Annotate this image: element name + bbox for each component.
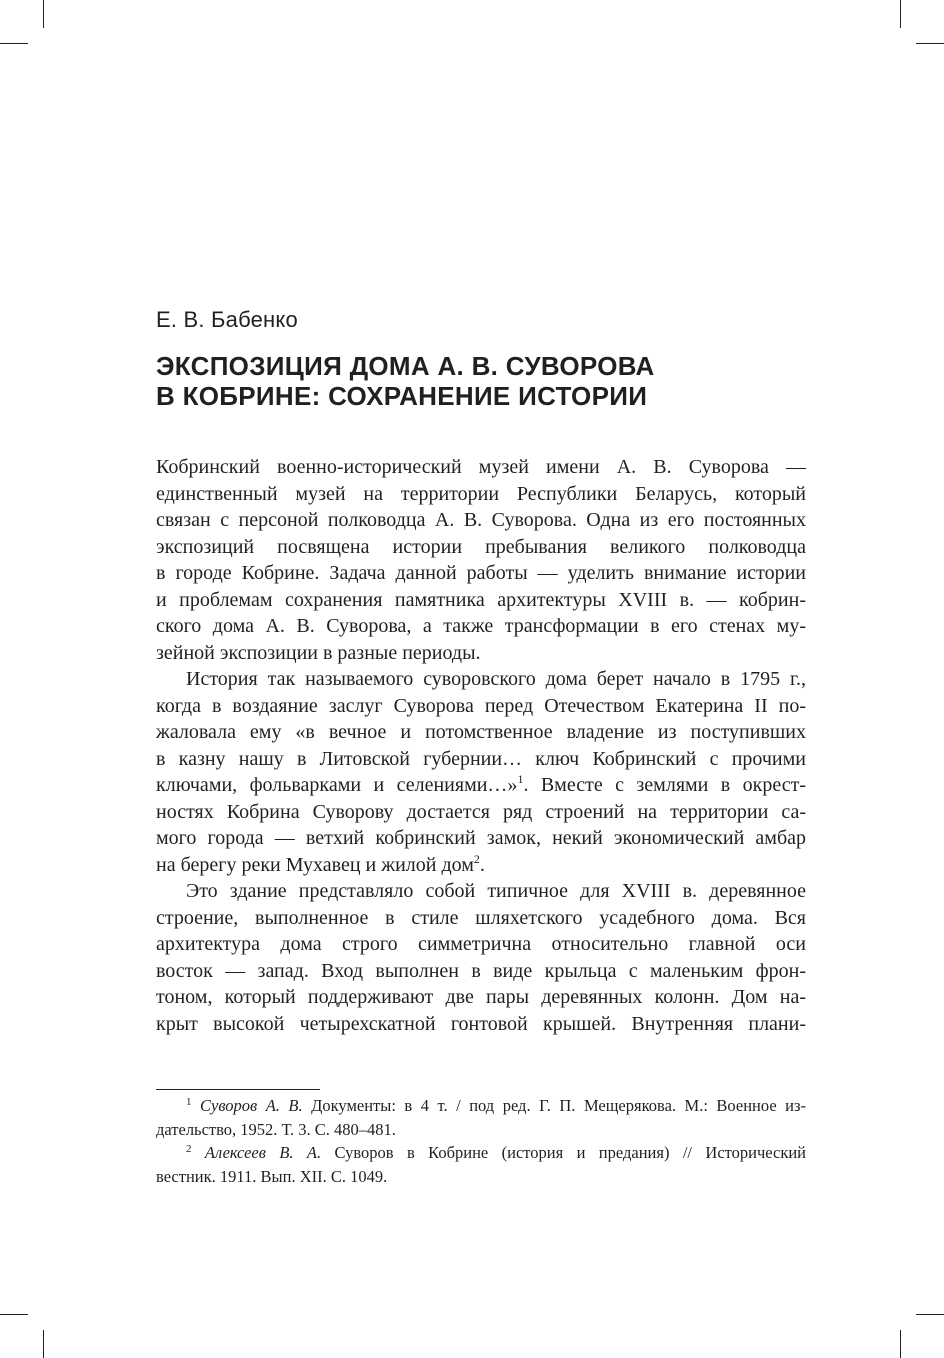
footnote-2 <box>156 1141 806 1188</box>
text-line <box>156 772 806 799</box>
crop-mark-bottom-right-horizontal <box>916 1314 944 1315</box>
text-line: и проблемам сохранения памятника архитектуры XVIII в. — кобрин- <box>156 588 806 611</box>
text-line: когда в воздаяние заслуг Суворова перед Отечеством Екатерина II по- <box>156 694 806 717</box>
footnotes <box>156 1094 806 1188</box>
text-line: архитектура дома строго симметрична относительно главной оси <box>156 933 806 955</box>
text-line: единственный музей на территории Республики Беларусь, который <box>156 482 806 505</box>
footnote-author: Суворов А. В. <box>200 1096 303 1115</box>
text-line: в казну нашу в Литовской губернии… ключ Кобринский с прочими <box>156 747 806 770</box>
footnote-ref-2[interactable]: 2 <box>473 851 480 866</box>
text-line: ского дома А. В. Суворова, а также трансформации в его стенах му- <box>156 615 806 637</box>
text-line: Это здание представляло собой типичное для XVIII в. деревянное <box>186 880 806 902</box>
text-line: жаловала ему «в вечное и потомственное владение из поступивших <box>156 721 806 743</box>
footnote-text: Документы: в 4 т. / под ред. Г. П. Мещерякова. М.: Военное из- <box>302 1096 806 1115</box>
paragraph-1 <box>156 454 806 666</box>
text-line: ностях Кобрина Суворову достается ряд строений на территории са- <box>156 800 806 823</box>
text-segment: ключами, фольварками и селениями…» <box>156 774 518 796</box>
text-segment: . <box>479 853 485 876</box>
crop-mark-top-left-horizontal <box>0 43 28 44</box>
footnote-line: вестник. 1911. Вып. XII. С. 1049. <box>156 1166 388 1186</box>
footnote-1 <box>156 1094 806 1141</box>
article-title <box>156 351 806 411</box>
text-line <box>156 852 806 879</box>
text-line: тоном, который поддерживают две пары деревянных колонн. Дом на- <box>156 986 806 1008</box>
footnote-text: Суворов в Кобрине (история и предания) // Исторический <box>321 1143 807 1162</box>
crop-mark-bottom-left-vertical <box>43 1330 44 1358</box>
text-line: в городе Кобрине. Задача данной работы — уделить внимание истории <box>156 562 806 584</box>
footnote-number: 2 <box>186 1143 192 1155</box>
footnote-number: 1 <box>186 1096 192 1108</box>
title-line: ЭКСПОЗИЦИЯ ДОМА А. В. СУВОРОВА <box>156 351 655 381</box>
text-line: строение, выполненное в стиле шляхетского усадебного дома. Вся <box>156 906 806 929</box>
text-line: экспозиций посвящена истории пребывания великого полководца <box>156 535 806 558</box>
paragraph-2 <box>156 666 806 878</box>
footnote-line: дательство, 1952. Т. 3. С. 480–481. <box>156 1119 396 1139</box>
paragraph-3 <box>156 878 806 1037</box>
author-name: Е. В. Бабенко <box>156 307 298 332</box>
text-line: мого города — ветхий кобринский замок, некий экономический амбар <box>156 827 806 849</box>
text-line: История так называемого суворовского дома берет начало в 1795 г., <box>186 668 806 690</box>
footnote-line <box>156 1094 806 1118</box>
footnote-author: Алексеев В. А. <box>204 1143 322 1162</box>
text-line: зейной экспозиции в разные периоды. <box>156 641 481 664</box>
text-line: восток — запад. Вход выполнен в виде крыльца с маленьким фрон- <box>156 959 806 982</box>
text-segment: на берегу реки Мухавец и жилой дом <box>156 853 474 876</box>
text-segment: . Вместе с землями в окрест- <box>523 774 807 796</box>
crop-mark-top-right-horizontal <box>916 43 944 44</box>
article-body <box>156 454 806 1037</box>
crop-mark-bottom-right-vertical <box>900 1330 901 1358</box>
text-line: крыт высокой четырехскатной гонтовой крышей. Внутренняя плани- <box>156 1012 806 1035</box>
crop-mark-bottom-left-horizontal <box>0 1314 28 1315</box>
title-line: В КОБРИНЕ: СОХРАНЕНИЕ ИСТОРИИ <box>156 381 648 411</box>
crop-mark-top-right-vertical <box>900 0 901 28</box>
footnote-ref-1[interactable]: 1 <box>517 772 524 786</box>
footnote-separator <box>156 1089 320 1090</box>
text-line: Кобринский военно-исторический музей имени А. В. Суворова — <box>156 456 806 478</box>
text-line: связан с персоной полководца А. В. Суворова. Одна из его постоянных <box>156 509 806 531</box>
footnote-line <box>156 1141 806 1165</box>
crop-mark-top-left-vertical <box>43 0 44 28</box>
